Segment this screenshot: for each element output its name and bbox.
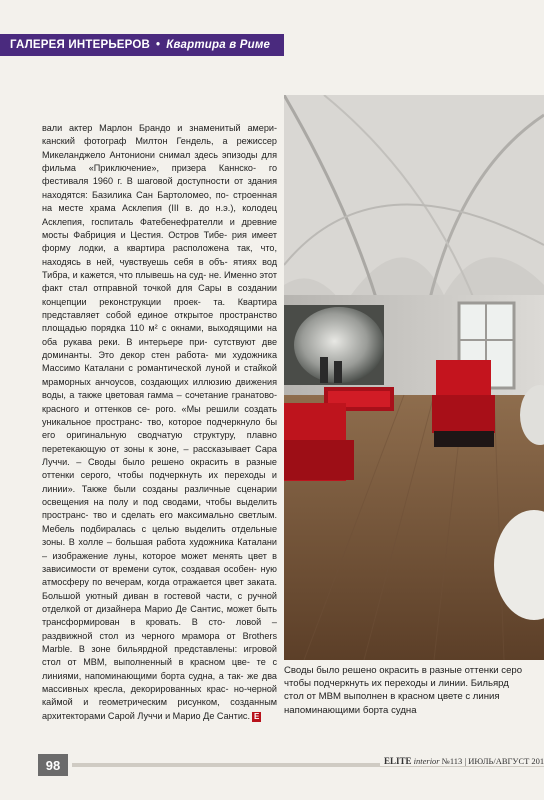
article-line: Сары в создании концепции реконструкции проек- (42, 283, 277, 307)
article-line: подбиралась с целью выделить отдельные зоны. (42, 523, 277, 548)
article-line: для фильма «Приключение», призера Каннско- (42, 149, 277, 174)
caption-line: стол от MBM выполнен в красном цвете с линия (284, 691, 500, 703)
issue-date: | ИЮЛЬ/АВГУСТ 201 (464, 756, 544, 766)
article-line: иллюзию движения воды, а также цветовая гамма (42, 376, 278, 401)
article-line: игровой стол от MBM, выполненный в красном цве- (42, 644, 277, 668)
article-line: на полу и под сводами, чтобы выделить пространс- (42, 497, 277, 521)
article-line: рого. «Мы решили создать уникальное пространс- (42, 403, 277, 427)
page-footer (0, 750, 544, 780)
article-line: та. Квартира представляет собой единое открытое (42, 296, 277, 321)
article-line: Де Сантис. (203, 710, 250, 721)
article-line: канский фотограф Милтон Гендель, а режиссер (42, 136, 277, 147)
article-line: ятиях вод Тибра, и кажется, что плывешь на суд- (42, 256, 277, 280)
interior-photo-graphic (284, 95, 544, 660)
article-line: строенная на месте храма Асклепия (III в. до н.э.), (42, 189, 277, 214)
article-line: колодец Асклепия, госпиталь Фатебенефрателли и (42, 203, 277, 227)
article-line: было решено окрасить в разные оттенки серого, (42, 456, 277, 481)
article-line: изображение луны, которое может менять цвет в (52, 550, 278, 561)
article-line: не. Именно этот факт стал отправной точкой для (42, 269, 278, 294)
article-text (42, 122, 277, 723)
article-line: Микеланджело Антониони снимал здесь эпизоды (42, 149, 258, 160)
issue-number: №113 (441, 756, 463, 766)
article-line: те с линиями, напоминающими борта судна, а так- (42, 657, 278, 681)
article-line: тво и сделать его максимально светлым. Мебель (42, 510, 277, 534)
article-body (42, 122, 277, 723)
caption-line: чтобы подчеркнуть их переходы и линии. Бильярд (284, 678, 509, 690)
article-line: может быть трансформирован в кровать. В сто- (42, 603, 277, 628)
article-line: сутствуют две доминанты. Это декор стен работа- (42, 336, 277, 361)
magazine-name: ELITE (384, 756, 412, 766)
article-line: зоны к зоне, – рассказывает Сара Луччи. – Своды (42, 443, 277, 467)
article-line: заката. Большой уютный диван в гостевой части, с (42, 577, 278, 601)
article-line: были созданы различные сценарии освещения (42, 483, 277, 508)
article-line: ручной отделкой от дизайнера Марио Де Сантис, (42, 590, 277, 614)
separator: • (156, 39, 161, 51)
end-mark: E (253, 711, 260, 721)
caption-line: Своды было решено окрасить в разные оттенки серо (284, 665, 523, 676)
article-line: – сочетание гранатово-красного и оттенков се- (42, 390, 278, 414)
page-number: 98 (38, 754, 68, 776)
article-line: так, что, находясь в ней, чувствуешь себя в объ- (42, 243, 277, 267)
article-line: вали актер Марлон Брандо и знаменитый амери- (42, 123, 277, 133)
article-line: зависимости от времени суток, создавая особен- (42, 563, 257, 574)
article-line: выходящими на оба рукава реки. В интерьере при- (42, 323, 277, 347)
article-line: Brothers Marble. В зоне бильярдной представлены: (42, 630, 277, 655)
article-line: рия имеет форму лодки, а квартира расположена (42, 229, 278, 254)
article-line: созданным архитекторами Сарой Луччи и Марио (42, 697, 277, 721)
article-line: здания находятся: Базилика Сан Бартоломео, по- (42, 176, 277, 200)
magazine-info (380, 756, 544, 766)
section-header (0, 34, 284, 56)
article-line: же два массивных кресла, декорированных крас- (42, 670, 277, 695)
article-line: чтобы подчеркнуть их переходы и линии». Также (42, 470, 277, 494)
article-line: луной и стайкой мраморных анчоусов, создающих (42, 363, 277, 387)
photo-caption (284, 664, 544, 717)
article-line: древние мосты Фабриция и Цестия. Остров Тибе- (42, 216, 277, 240)
article-line: го фестиваля 1960 г. В шаговой доступности от (42, 163, 278, 187)
caption-line: напоминающими борта судна (284, 704, 417, 716)
article-line: В холле – большая работа художника Каталани – (42, 537, 277, 561)
article-line: тво, которое подчеркнуло бы его оригинальную (42, 416, 278, 441)
article-line: ми художника Массимо Каталани с романтической (42, 350, 277, 374)
article-line: но-черной каймой и геометрическим рисунком, (42, 684, 277, 708)
article-line: сводчатую структуру, плавно перетекающую от (42, 430, 277, 454)
article-line: пространство площадью порядка 110 м² с окнами, (42, 310, 277, 334)
magazine-suffix: interior (413, 756, 440, 766)
section-title: ГАЛЕРЕЯ ИНТЕРЬЕРОВ (10, 39, 151, 51)
section-subtitle: Квартира в Риме (166, 39, 271, 51)
article-line: ловой – раздвижной стол из черного мрамора от (42, 617, 277, 641)
interior-photo (284, 95, 544, 660)
article-line: ную атмосферу по вечерам, когда отражается цвет (42, 563, 277, 588)
